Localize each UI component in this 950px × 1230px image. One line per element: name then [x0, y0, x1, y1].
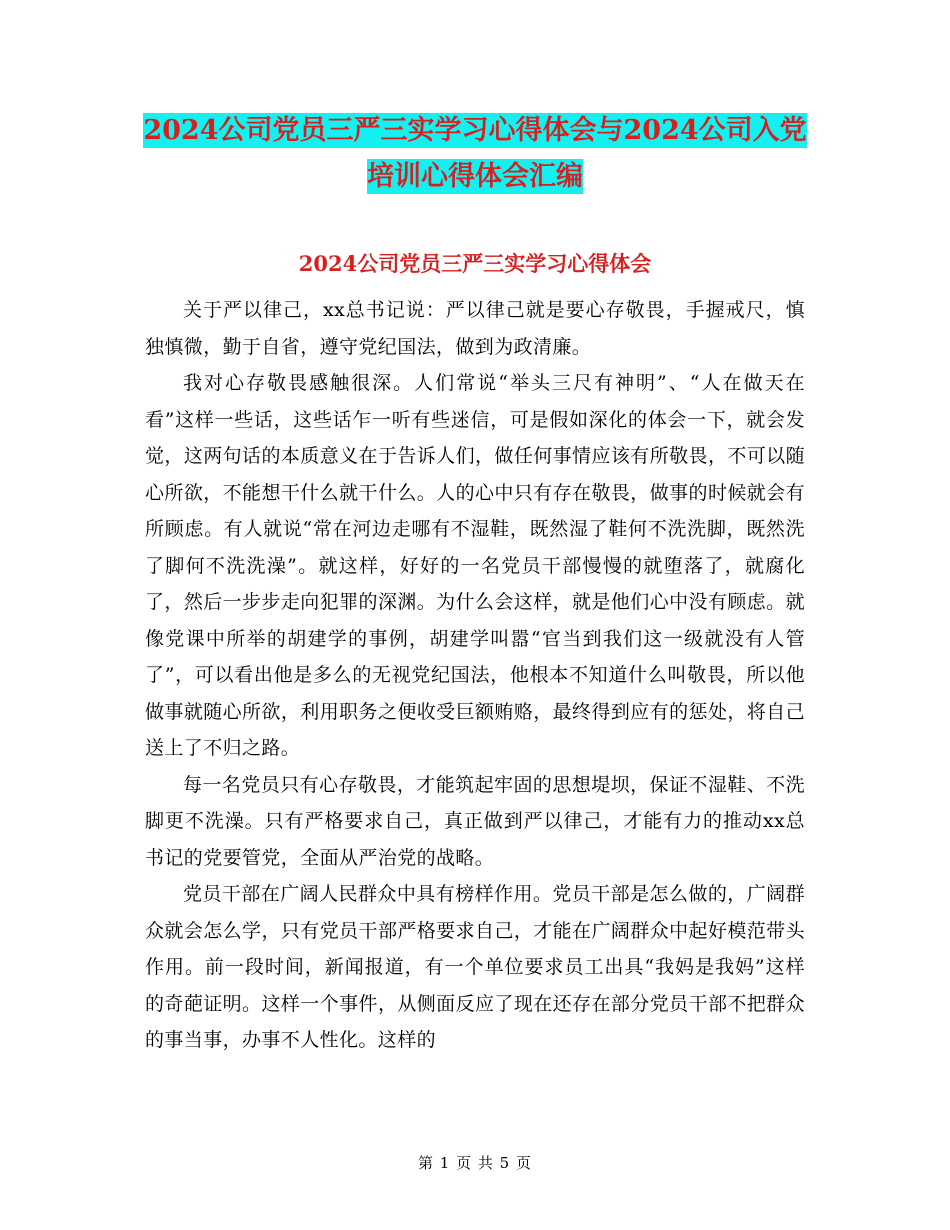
- paragraph: 党员干部在广阔人民群众中具有榜样作用。党员干部是怎么做的，广阔群众就会怎么学，只有党员干部严格要求自己，才能在广阔群众中起好模范带头作用。前一段时间，新闻报道，有一个单位要求员工出具“我妈是我妈”这样的奇葩证明。这样一个事件，从侧面反应了现在还存在部分党员干部不把群众的事当事，办事不人性化。这样的: [145, 883, 805, 1051]
- paragraph: 关于严以律己，xx总书记说：严以律己就是要心存敬畏，手握戒尺，慎独慎微，勤于自省，遵守党纪国法，做到为政清廉。: [145, 299, 805, 358]
- page-footer: 第 1 页 共 5 页: [418, 1154, 532, 1172]
- main-title: [100, 108, 850, 200]
- body-text: [145, 292, 805, 1059]
- main-title-line-1: 2024公司党员三严三实学习心得体会与2024公司入党: [143, 115, 807, 146]
- main-title-line-2: 培训心得体会汇编: [367, 161, 583, 192]
- section-title: 2024公司党员三严三实学习心得体会: [298, 251, 652, 276]
- paragraph: 每一名党员只有心存敬畏，才能筑起牢固的思想堤坝，保证不湿鞋、不洗脚更不洗澡。只有严格要求自己，真正做到严以律己，才能有力的推动xx总书记的党要管党，全面从严治党的战略。: [145, 773, 805, 869]
- paragraph: 我对心存敬畏感触很深。人们常说“举头三尺有神明”、“人在做天在看”这样一些话，这些话乍一听有些迷信，可是假如深化的体会一下，就会发觉，这两句话的本质意义在于告诉人们，做任何事情应该有所敬畏，不可以随心所欲，不能想干什么就干什么。人的心中只有存在敬畏，做事的时候就会有所顾虑。有人就说“常在河边走哪有不湿鞋，既然湿了鞋何不洗洗脚，既然洗了脚何不洗洗澡”。就这样，好好的一名党员干部慢慢的就堕落了，就腐化了，然后一步步走向犯罪的深渊。为什么会这样，就是他们心中没有顾虑。就像党课中所举的胡建学的事例，胡建学叫嚣“官当到我们这一级就没有人管了”，可以看出他是多么的无视党纪国法，他根本不知道什么叫敬畏，所以他做事就随心所欲，利用职务之便收受巨额贿赂，最终得到应有的惩处，将自己送上了不归之路。: [145, 372, 805, 759]
